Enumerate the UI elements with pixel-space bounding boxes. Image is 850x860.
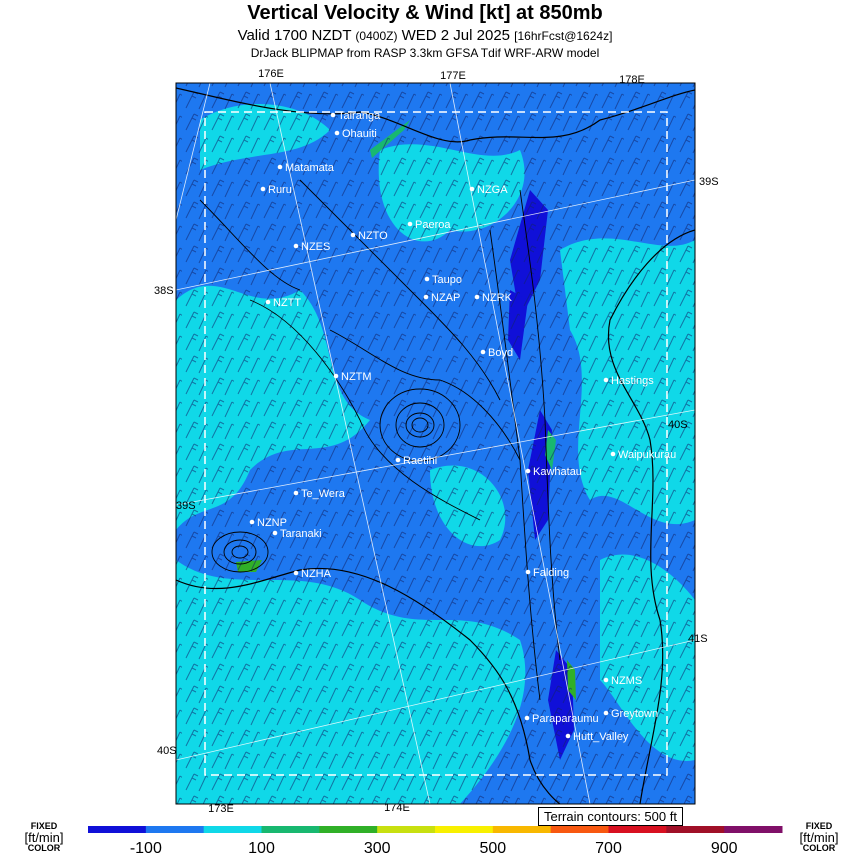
place-label: NZAP xyxy=(431,292,461,304)
place-label: Hutt_Valley xyxy=(573,731,629,743)
color-tick-label: 300 xyxy=(363,840,391,857)
place-dot xyxy=(604,678,609,683)
legend-left xyxy=(10,822,78,853)
color-tick-label: 900 xyxy=(710,840,738,857)
lon-label: 173E xyxy=(208,803,234,815)
lat-label: 41S xyxy=(688,633,708,645)
place-label: Boyd xyxy=(488,347,514,359)
place-label: NZES xyxy=(301,241,331,253)
color-bin xyxy=(435,826,493,833)
color-bin xyxy=(262,826,320,833)
color-scale-bar xyxy=(88,826,783,833)
lat-label: 39S xyxy=(176,500,196,512)
place-label: NZMS xyxy=(611,675,643,687)
place-label: NZHA xyxy=(301,568,331,580)
legend-left-unit: [ft/min] xyxy=(24,830,64,845)
color-tick-label: 700 xyxy=(595,840,622,857)
place-dot xyxy=(250,520,255,525)
place-label: Waipukurau xyxy=(618,449,677,461)
place-dot xyxy=(525,716,530,721)
forecast-info: [16hrFcst@1624z] xyxy=(514,29,613,43)
place-label: Raetihi xyxy=(403,455,438,467)
valid-time: Valid 1700 NZDT xyxy=(237,27,356,44)
lat-label: 40S xyxy=(668,419,688,431)
place-label: NZTM xyxy=(341,371,372,383)
place-dot xyxy=(351,233,356,238)
place-label: Falding xyxy=(533,567,570,579)
place-label: Tairanga xyxy=(338,110,381,122)
place-dot xyxy=(396,458,401,463)
utc-time: (0400Z) xyxy=(355,29,398,43)
place-dot xyxy=(335,131,340,136)
place-label: Ohauiti xyxy=(342,128,377,140)
color-bin xyxy=(377,826,435,833)
terrain-contour-note: Terrain contours: 500 ft xyxy=(538,807,683,826)
place-label: Ruru xyxy=(268,184,292,196)
place-dot xyxy=(566,734,571,739)
lon-label: 176E xyxy=(258,68,284,80)
color-bin xyxy=(88,826,146,833)
place-dot xyxy=(526,570,531,575)
place-dot xyxy=(334,374,339,379)
wind-barbs xyxy=(176,83,695,804)
place-label: Taranaki xyxy=(280,528,322,540)
color-bin xyxy=(666,826,724,833)
color-scale-ticks xyxy=(130,840,738,857)
place-dot xyxy=(294,571,299,576)
place-label: Kawhatau xyxy=(533,466,582,478)
color-bin xyxy=(204,826,262,833)
lat-label: 38S xyxy=(154,285,174,297)
color-bin xyxy=(724,826,782,833)
place-label: NZRK xyxy=(482,292,512,304)
legend-right xyxy=(790,822,848,853)
place-dot xyxy=(278,165,283,170)
place-dot xyxy=(294,491,299,496)
place-label: Te_Wera xyxy=(301,488,345,500)
lon-label: 178E xyxy=(619,74,645,86)
place-dot xyxy=(294,244,299,249)
place-dot xyxy=(331,113,336,118)
place-dot xyxy=(481,350,486,355)
place-label: Taupo xyxy=(432,274,462,286)
place-label: NZGA xyxy=(477,184,508,196)
color-tick-label: -100 xyxy=(129,840,162,857)
place-label: Hastings xyxy=(611,375,654,387)
place-dot xyxy=(408,222,413,227)
chart-title: Vertical Velocity & Wind [kt] at 850mb xyxy=(247,2,603,24)
color-bin xyxy=(493,826,551,833)
place-label: Paraparaumu xyxy=(532,713,599,725)
place-dot xyxy=(475,295,480,300)
place-label: NZTT xyxy=(273,297,302,309)
valid-date: WED 2 Jul 2025 xyxy=(397,27,515,44)
legend-left-top: FIXED xyxy=(30,821,58,831)
lat-label: 39S xyxy=(699,176,719,188)
map-field xyxy=(176,83,695,804)
color-tick-label: 500 xyxy=(479,840,507,857)
place-dot xyxy=(424,295,429,300)
color-bin xyxy=(551,826,609,833)
color-bin xyxy=(319,826,377,833)
place-label: Matamata xyxy=(285,162,334,174)
place-label: NZNP xyxy=(257,517,287,529)
place-dot xyxy=(273,531,278,536)
place-dot xyxy=(604,378,609,383)
lon-label: 177E xyxy=(440,70,466,82)
legend-right-unit: [ft/min] xyxy=(799,830,839,845)
place-label: Paeroa xyxy=(415,219,451,231)
place-dot xyxy=(470,187,475,192)
lon-label: 174E xyxy=(384,802,410,814)
lat-label: 40S xyxy=(157,745,177,757)
place-dot xyxy=(611,452,616,457)
place-dot xyxy=(261,187,266,192)
color-bin xyxy=(146,826,204,833)
color-bin xyxy=(609,826,667,833)
place-dot xyxy=(266,300,271,305)
place-label: NZTO xyxy=(358,230,388,242)
model-info: DrJack BLIPMAP from RASP 3.3km GFSA Tdif WRF-ARW model xyxy=(250,46,600,60)
place-dot xyxy=(526,469,531,474)
place-label: Greytown xyxy=(611,708,659,720)
legend-left-bottom: COLOR xyxy=(27,843,61,853)
place-dot xyxy=(604,711,609,716)
legend-right-bottom: COLOR xyxy=(802,843,836,853)
place-dot xyxy=(425,277,430,282)
legend-right-top: FIXED xyxy=(805,821,833,831)
color-tick-label: 100 xyxy=(248,840,275,857)
